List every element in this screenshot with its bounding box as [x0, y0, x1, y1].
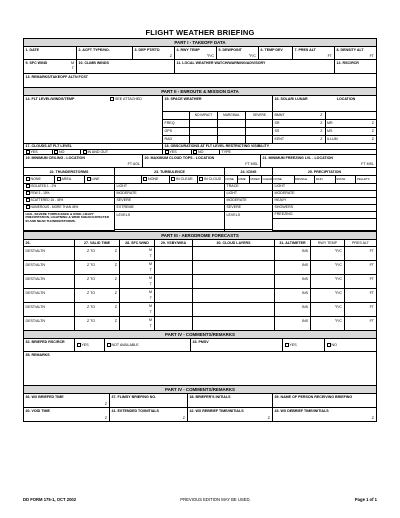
clouds-inout-checkbox[interactable]: [83, 150, 87, 154]
icing-rime[interactable]: RIME: [237, 176, 249, 183]
cloud-layers-field[interactable]: [192, 289, 274, 302]
precip-pellets[interactable]: PELLETS: [355, 176, 376, 183]
form-title: FLIGHT WEATHER BRIEFING: [145, 28, 255, 37]
rwy-temp-fcst-field[interactable]: °F/C: [310, 261, 344, 274]
sfc-wind-fcst-field[interactable]: M T: [119, 289, 154, 302]
part1-header: PART I - TAKEOFF DATA: [24, 39, 376, 46]
aerodrome-row: [24, 246, 376, 260]
debrief-time-field[interactable]: 43. WX DEBRIEF TIME/INITIALS Z: [272, 408, 376, 421]
cloud-layers-field[interactable]: [192, 275, 274, 288]
icing-trace-row[interactable]: TRACE: [225, 183, 272, 190]
turb-none-checkbox[interactable]: [143, 177, 147, 181]
sfc-wind-fcst-field[interactable]: M T: [119, 275, 154, 288]
rwy-temp-fcst-field[interactable]: °F/C: [310, 275, 344, 288]
thunderstorms-block: NONE AREA LINE ISOLATED 1 - 2% FEW 3 - 15% SCATTERED 16 - 45% NUMEROUS - MORE THAN 45% HAIL, SEVERE TURBULENCE & ICING, HEAVY PRECIPITATION, LIGHTNING & WIND SHEAR EXPECTED IN AND NEAR THUNDERSTORMS.: [24, 176, 114, 231]
valid-time-field[interactable]: Z TO Z: [74, 289, 119, 302]
precip-none[interactable]: NONE: [273, 177, 282, 181]
dest-altn-field[interactable]: DEST/ALTN: [25, 263, 46, 267]
aerodrome-row: [24, 316, 376, 330]
pres-alt-fcst-field[interactable]: FT: [344, 303, 376, 316]
weather-briefing-form: [23, 38, 377, 422]
sw-gps-noimpact[interactable]: [189, 127, 217, 135]
pres-alt-field[interactable]: 7. PRES ALT FT: [292, 47, 334, 59]
part1-row1: [24, 46, 376, 59]
dest-altn-field[interactable]: DEST/ALTN: [25, 291, 46, 295]
precip-light-row[interactable]: LIGHT: [273, 183, 376, 190]
clouds-yes-checkbox[interactable]: [26, 150, 30, 154]
part2-row3: [24, 154, 376, 167]
acft-type-field[interactable]: 2. ACFT TYPE/NO.: [76, 47, 132, 59]
sfc-wind-field[interactable]: 9. SFC WIND M T: [25, 61, 74, 70]
vsby-wea-field[interactable]: [154, 247, 192, 260]
rsc-yes-checkbox[interactable]: [77, 343, 81, 347]
extended-to-field[interactable]: 41. EXTENDED TO/INITIALS Z: [109, 408, 187, 421]
flt-level-field[interactable]: 14. FLT LEVEL/WINDS/TEMP SEE ATTACHED: [25, 97, 142, 101]
remarks-field[interactable]: 35. REMARKS: [25, 353, 50, 357]
icing-moderate-row[interactable]: MODERATE: [225, 197, 272, 204]
form-footer: [23, 497, 377, 502]
clouds-flt-level: 17. CLOUDS AT FLT LEVEL YES NO IN AND OUT: [24, 144, 162, 154]
ts-scattered-checkbox[interactable]: [26, 198, 30, 202]
precip-moderate-row[interactable]: MODERATE: [273, 190, 376, 197]
solar-lunar-field: 16. SOLAR/ LUNAR LOCATION BMNT Z SR Z MR Z SS Z MS Z EENT Z ILLUM Z: [272, 96, 376, 143]
temp-dev-field[interactable]: 6. TEMP DEV: [258, 47, 292, 59]
pmsv-no-checkbox[interactable]: [327, 343, 331, 347]
sfc-wind-fcst-field[interactable]: M T: [119, 247, 154, 260]
precip-showers-row[interactable]: SHOWERS: [273, 204, 376, 211]
ts-numerous-checkbox[interactable]: [26, 205, 30, 209]
part4b-row1: [24, 393, 376, 407]
ts-area-checkbox[interactable]: [57, 177, 61, 181]
pmsv-field[interactable]: 33. PMSV: [190, 339, 282, 351]
wx-briefed-time-field[interactable]: 36. WX BRIEFED TIME Z: [25, 395, 107, 406]
turb-location-field[interactable]: [115, 229, 224, 231]
part4a-row2: [24, 351, 376, 385]
previous-edition-note: PREVIOUS EDITION MAY BE USED.: [180, 497, 251, 502]
space-weather-field: 15. SPACE WEATHER NO IMPACT MARGINAL SEVERE FREQ GPS RAD: [162, 96, 272, 143]
precip-snow[interactable]: SNOW: [335, 176, 356, 183]
pmsv-yes-checkbox[interactable]: [285, 343, 289, 347]
dep-pt-field[interactable]: 3. DEP PT/ETD Z: [132, 47, 174, 59]
rwy-temp-fcst-field[interactable]: °F/C: [310, 317, 344, 330]
rwy-temp-field[interactable]: 4. RWY TEMP °F/C: [174, 47, 216, 59]
precip-heavy-row[interactable]: HEAVY: [273, 197, 376, 204]
local-weather-field[interactable]: 11. LOCAL WEATHER WATCH/WARNING/ADVISORY: [174, 60, 334, 73]
min-freezing-field[interactable]: 21. MINIMUM FREEZING LVL - LOCATION FT MSL: [260, 155, 376, 167]
aerodrome-row: [24, 288, 376, 302]
part2-header: PART II - ENROUTE & MISSION DATA: [24, 87, 376, 95]
altimeter-field[interactable]: INS: [274, 289, 310, 302]
solar-blank[interactable]: [325, 111, 377, 119]
vsby-wea-field[interactable]: [154, 289, 192, 302]
ts-line-checkbox[interactable]: [87, 177, 91, 181]
part2-row2: [24, 143, 376, 154]
icing-location-field[interactable]: [225, 229, 272, 231]
altimeter-field[interactable]: INS: [274, 303, 310, 316]
icing-block: [224, 176, 272, 231]
altimeter-field[interactable]: INS: [274, 317, 310, 330]
ts-none-checkbox[interactable]: [26, 177, 30, 181]
cloud-layers-field[interactable]: [192, 247, 274, 260]
turb-extreme-row[interactable]: EXTREME: [115, 204, 224, 211]
pres-alt-fcst-field[interactable]: FT: [344, 289, 376, 302]
dest-altn-field[interactable]: DEST/ALTN: [25, 277, 46, 281]
turb-severe-row[interactable]: SEVERE: [115, 197, 224, 204]
see-attached-checkbox[interactable]: [110, 97, 114, 101]
icing-severe-row[interactable]: SEVERE: [225, 204, 272, 211]
climb-winds-field[interactable]: 10. CLIMB WINDS: [76, 60, 174, 73]
date-field[interactable]: 1. DATE: [25, 48, 40, 52]
obsc-no-checkbox[interactable]: [193, 150, 197, 154]
ts-location-field[interactable]: [24, 230, 114, 231]
sfc-wind-fcst-field[interactable]: M T: [119, 261, 154, 274]
turb-moderate-row[interactable]: MODERATE: [115, 190, 224, 197]
sw-gps-marginal[interactable]: [217, 127, 245, 135]
part4a-header: PART IV - COMMENTS/REMARKS: [24, 330, 376, 338]
pres-alt-fcst-field[interactable]: FT: [344, 275, 376, 288]
obscurations: 18. OBSCURATIONS AT FLT LEVEL RESTRICTING VISIBILITY YES NO TYPE: [162, 144, 376, 154]
icing-light-row[interactable]: LIGHT: [225, 190, 272, 197]
receiver-name-field[interactable]: 39. NAME OF PERSON RECEIVING BRIEFING: [272, 394, 376, 407]
wx-hazard-block: [24, 175, 376, 231]
min-ceiling-field[interactable]: 19. MINIMUM CEILING - LOCATION FT AGL: [25, 156, 140, 166]
part4a-row1: 32. BRIEFED RSC/RCR YES NOT AVAILABLE 33. PMSV YES NO: [24, 338, 376, 351]
aerodrome-row: [24, 302, 376, 316]
density-alt-field[interactable]: 8. DENSITY ALT FT: [334, 47, 376, 59]
precip-drizzle[interactable]: DRIZZLE: [294, 176, 315, 183]
rsc-rcr-field[interactable]: 12. RSC/RCR: [334, 60, 376, 73]
valid-time-field[interactable]: Z TO Z: [74, 247, 119, 260]
aerodrome-row: [24, 274, 376, 288]
pres-alt-fcst-field[interactable]: FT: [344, 317, 376, 330]
sw-rad-marginal[interactable]: [217, 135, 245, 143]
valid-time-field[interactable]: Z TO Z: [74, 275, 119, 288]
turb-inclear-checkbox[interactable]: [171, 177, 175, 181]
turb-incloud-checkbox[interactable]: [199, 177, 203, 181]
icing-clear[interactable]: CLEAR: [262, 177, 272, 181]
altimeter-field[interactable]: INS: [274, 261, 310, 274]
sw-freq-marginal[interactable]: [217, 119, 245, 127]
altimeter-field[interactable]: INS: [274, 247, 310, 260]
valid-time-field[interactable]: Z TO Z: [74, 317, 119, 330]
rwy-temp-fcst-field[interactable]: °F/C: [310, 289, 344, 302]
pres-alt-fcst-field[interactable]: FT: [344, 247, 376, 260]
remarks-altn-field[interactable]: 13. REMARKS/TAKEOFF ALTN FCST: [25, 75, 88, 79]
void-time-field[interactable]: 40. VOID TIME Z: [25, 409, 107, 420]
rsc-na-checkbox[interactable]: [107, 343, 111, 347]
obsc-yes-checkbox[interactable]: [165, 150, 169, 154]
valid-time-field[interactable]: Z TO Z: [74, 261, 119, 274]
page-number: Page 1 of 1: [354, 497, 377, 502]
aerodrome-rows: [24, 246, 376, 330]
precipitation-block: [272, 176, 376, 231]
sw-freq-noimpact[interactable]: [189, 119, 217, 127]
wx-hazard-headers: 22. THUNDERSTORMS 23. TURBULENCE 24. ICING 25. PRECIPITATION: [24, 167, 376, 175]
sfc-wind-fcst-field[interactable]: M T: [119, 303, 154, 316]
ts-few-checkbox[interactable]: [26, 191, 30, 195]
precip-rain[interactable]: RAIN: [314, 176, 335, 183]
part3-header: PART III - AERODROME FORECASTS: [24, 231, 376, 239]
turb-levels-field[interactable]: LEVELS: [115, 211, 224, 229]
part4b-row2: [24, 407, 376, 421]
vsby-wea-field[interactable]: [154, 275, 192, 288]
sw-freq-severe[interactable]: [245, 119, 272, 127]
dest-altn-field[interactable]: DEST/ALTN: [25, 319, 46, 323]
sw-rad-severe[interactable]: [245, 135, 272, 143]
icing-levels-field[interactable]: LEVELS: [225, 211, 272, 229]
icing-mixed[interactable]: MIXED: [250, 177, 260, 181]
valid-time-field[interactable]: Z TO Z: [74, 303, 119, 316]
clouds-no-checkbox[interactable]: [54, 150, 58, 154]
briefer-initials-field[interactable]: 38. BRIEFER'S INITIALS: [187, 394, 272, 407]
vsby-wea-field[interactable]: [154, 317, 192, 330]
sw-gps-severe[interactable]: [245, 127, 272, 135]
cloud-layers-field[interactable]: [192, 317, 274, 330]
part4b-header: PART IV - COMMENTS/REMARKS: [24, 385, 376, 393]
aerodrome-col-headers: 26. 27. VALID TIME 28. SFC WIND 29. VSBY/WEA 30. CLOUD LAYERS 31. ALTIMETER RWY TEMP PRES ALT: [24, 239, 376, 246]
part1-row3: [24, 73, 376, 87]
dest-altn-field[interactable]: DEST/ALTN: [25, 305, 46, 309]
altimeter-field[interactable]: INS: [274, 275, 310, 288]
rwy-temp-fcst-field[interactable]: °F/C: [310, 247, 344, 260]
part2-row1: [24, 95, 376, 143]
cloud-layers-field[interactable]: [192, 303, 274, 316]
rebrief-time-field[interactable]: 42. WX REBRIEF TIME/INITIALS Z: [187, 408, 272, 421]
part1-row2: [24, 59, 376, 73]
max-cloud-tops-field[interactable]: 20. MAXIMUM CLOUD TOPS - LOCATION FT MSL: [142, 155, 260, 167]
sfc-wind-fcst-field[interactable]: M T: [119, 317, 154, 330]
dest-altn-field[interactable]: DEST/ALTN: [25, 249, 46, 253]
sw-rad-noimpact[interactable]: [189, 135, 217, 143]
icing-none[interactable]: NONE: [225, 177, 234, 181]
precip-location-field[interactable]: [273, 230, 376, 231]
vsby-wea-field[interactable]: [154, 261, 192, 274]
dewpoint-field[interactable]: 5. DEWPOINT °F/C: [216, 47, 258, 59]
vsby-wea-field[interactable]: [154, 303, 192, 316]
turb-light-row[interactable]: LIGHT: [115, 183, 224, 190]
turbulence-block: NONE IN CLEAR IN CLOUD LIGHT MODERATE SEVERE EXTREME LEVELS: [114, 176, 224, 231]
form-number: DD FORM 175-1, OCT 2002: [23, 497, 77, 502]
obsc-type-field[interactable]: TYPE: [219, 150, 376, 154]
ts-isolated-checkbox[interactable]: [26, 184, 30, 188]
aerodrome-row: [24, 260, 376, 274]
precip-freezing-row[interactable]: FREEZING: [273, 211, 376, 218]
cloud-layers-field[interactable]: [192, 261, 274, 274]
precip-blank[interactable]: [273, 218, 376, 230]
pres-alt-fcst-field[interactable]: FT: [344, 261, 376, 274]
flimsy-no-field[interactable]: 37. FLIMSY BRIEFING NO.: [109, 394, 187, 407]
rwy-temp-fcst-field[interactable]: °F/C: [310, 303, 344, 316]
